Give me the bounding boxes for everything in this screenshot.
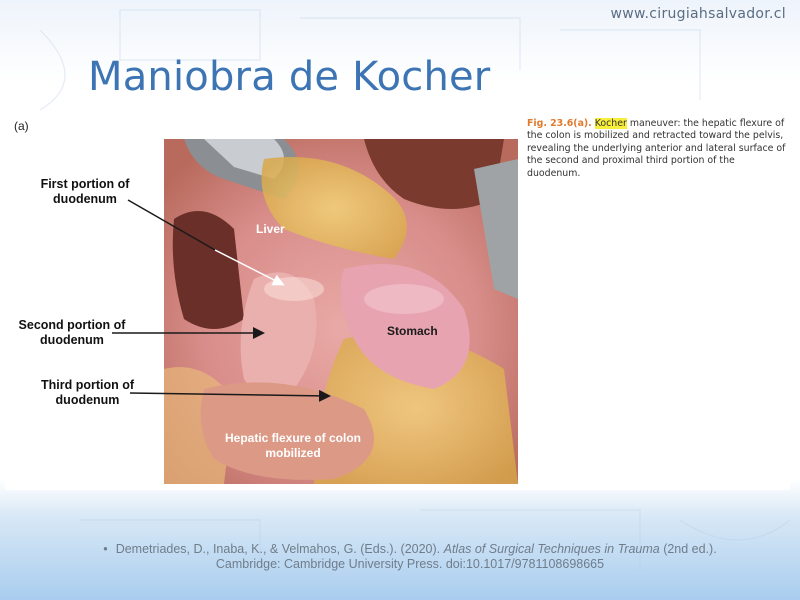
label-hepatic-flexure xyxy=(208,431,378,461)
label-first-portion-line1: First portion of xyxy=(40,177,130,191)
caption-text: maneuver: the hepatic flexure of the colon is mobilized and retracted toward the pelvis, revealing the underlying anterior and lateral surface of the second and proximal third portion of the duodenum. xyxy=(527,118,786,179)
label-second-portion-line2: duodenum xyxy=(40,333,104,347)
citation xyxy=(60,542,760,572)
slide-title: Maniobra de Kocher xyxy=(88,54,491,100)
caption-highlight: Kocher xyxy=(594,118,627,129)
label-first-portion-line2: duodenum xyxy=(53,192,117,206)
citation-edition: (2nd ed.). xyxy=(659,542,717,556)
caption-fig-number: Fig. 23.6(a). xyxy=(527,118,592,129)
label-hepatic-flexure-line1: Hepatic flexure of colon xyxy=(224,431,362,445)
citation-publisher: Cambridge: Cambridge University Press. doi:10.1017/9781108698665 xyxy=(215,557,605,571)
citation-book-title: Atlas of Surgical Techniques in Trauma xyxy=(443,542,660,556)
label-second-portion-line1: Second portion of xyxy=(18,318,126,332)
label-third-portion xyxy=(30,378,145,408)
label-third-portion-line2: duodenum xyxy=(55,393,120,407)
label-stomach: Stomach xyxy=(387,324,438,338)
label-hepatic-flexure-line2: mobilized xyxy=(265,446,321,460)
label-liver: Liver xyxy=(256,222,285,236)
figure-caption xyxy=(527,118,789,180)
site-url: www.cirugiahsalvador.cl xyxy=(610,6,786,22)
label-third-portion-line1: Third portion of xyxy=(40,378,135,392)
label-first-portion xyxy=(30,177,140,207)
citation-bullet: • xyxy=(103,542,108,556)
citation-line1 xyxy=(60,542,760,557)
citation-authors: Demetriades, D., Inaba, K., & Velmahos, G. (Eds.). (2020). xyxy=(115,542,441,556)
label-second-portion xyxy=(12,318,132,348)
panel-letter: (a) xyxy=(14,119,29,133)
